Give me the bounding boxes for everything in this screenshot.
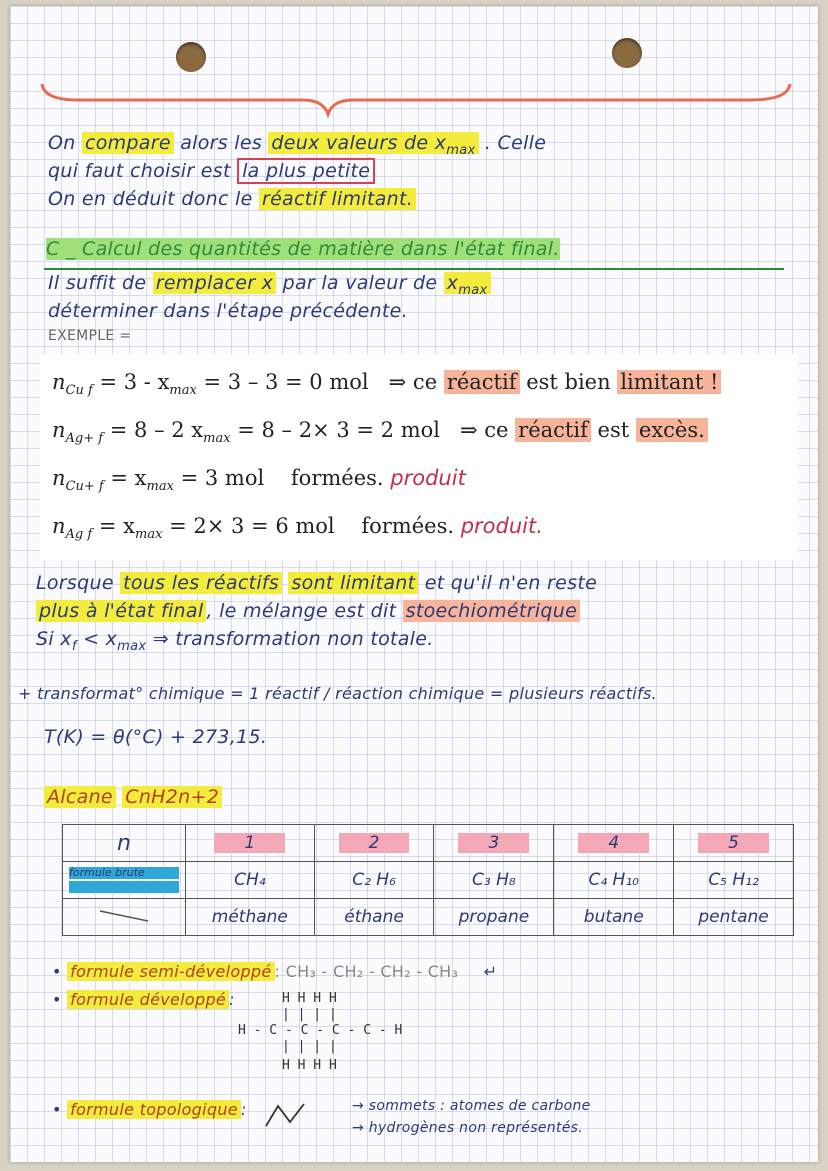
table-row-label	[63, 899, 186, 936]
example-label: EXEMPLE =	[48, 328, 132, 344]
table-row	[63, 862, 794, 899]
structure-h-bottom: H H H H	[282, 1058, 337, 1073]
alkane-table	[62, 824, 794, 936]
table-row	[63, 899, 794, 936]
table-cell: C₂ H₆	[314, 862, 434, 899]
section-c-underline	[44, 268, 784, 270]
table-header-cell: 5	[674, 825, 794, 862]
table-cell: éthane	[314, 899, 434, 936]
table-header-cell: 3	[434, 825, 554, 862]
dash-stroke-icon	[94, 905, 154, 925]
topological-formula: • formule topologique :	[52, 1100, 247, 1119]
table-row-label: formule brute	[63, 862, 186, 899]
printed-line-2: $n_{Ag+ f} = 8 - 2$ $x_{max} = 8 - 2\times 3 = 2$ mol ⇒ ce réactif est excès.	[52, 418, 708, 446]
structure-bars-bottom: | | | |	[282, 1039, 337, 1054]
binder-hole-right	[612, 38, 642, 68]
table-cell: propane	[434, 899, 554, 936]
section-c-title: C _ Calcul des quantités de matière dans l'état final.	[46, 238, 560, 260]
topo-note-2: → hydrogènes non représentés.	[352, 1120, 583, 1136]
table-row	[63, 825, 794, 862]
note-line-3: On en déduit donc le réactif limitant.	[48, 188, 416, 210]
section-c-line-1: Il suffit de remplacer x par la valeur de $x_{max}$	[48, 272, 491, 298]
note-line-1: On compare alors les deux valeurs de $x_{max}$ . Celle	[48, 132, 547, 158]
printed-line-1: $n_{Cu f} = 3 - x_{max} = 3 - 3 = 0$ mol ⇒ ce réactif est bien limitant !	[52, 370, 721, 398]
table-cell: C₅ H₁₂	[674, 862, 794, 899]
table-header-cell: 4	[554, 825, 674, 862]
red-brace-icon	[38, 80, 798, 120]
table-header-cell: n	[63, 825, 186, 862]
printed-line-4: $n_{Ag f} = x_{max} = 2\times 3 = 6$ mol formées. produit.	[52, 514, 543, 542]
table-cell: pentane	[674, 899, 794, 936]
structure-bars-top: | | | |	[282, 1007, 337, 1022]
temperature-formula: T(K) = θ(°C) + 273,15.	[44, 726, 268, 748]
developed-formula: • formule développé :	[52, 990, 235, 1009]
zigzag-topological-icon	[262, 1100, 308, 1130]
section-c-line-2: déterminer dans l'étape précédente.	[48, 300, 408, 322]
semi-developed-formula: • formule semi-développé : CH₃ - CH₂ - CH₂ - CH₃ ↵	[52, 962, 498, 981]
stoechio-line-1: Lorsque tous les réactifs sont limitant et qu'il n'en reste	[36, 572, 598, 594]
topo-note-1: → sommets : atomes de carbone	[352, 1098, 591, 1114]
printed-example-block	[40, 354, 798, 560]
binder-hole-left	[176, 42, 206, 72]
table-cell: C₄ H₁₀	[554, 862, 674, 899]
table-cell: CH₄	[186, 862, 315, 899]
printed-line-3: $n_{Cu+ f} = x_{max} = 3$ mol formées. produit	[52, 466, 466, 494]
table-header-cell: 2	[314, 825, 434, 862]
table-header-cell: 1	[186, 825, 315, 862]
table-cell: méthane	[186, 899, 315, 936]
structure-h-top: H H H H	[282, 991, 337, 1006]
note-line-2: qui faut choisir est la plus petite	[48, 160, 375, 182]
notebook-page	[10, 6, 818, 1162]
alcane-title: Alcane CnH2n+2	[44, 786, 222, 808]
stoechio-line-3: Si $x_f < x_{max}$ ⇒ transformation non totale.	[36, 628, 434, 654]
transformation-note: + transformat° chimique = 1 réactif / réaction chimique = plusieurs réactifs.	[18, 684, 658, 703]
table-cell: C₃ H₈	[434, 862, 554, 899]
table-cell: butane	[554, 899, 674, 936]
stoechio-line-2: plus à l'état final , le mélange est dit stoechiométrique	[36, 600, 580, 622]
structure-main-chain: H - C - C - C - C - H	[238, 1023, 403, 1038]
